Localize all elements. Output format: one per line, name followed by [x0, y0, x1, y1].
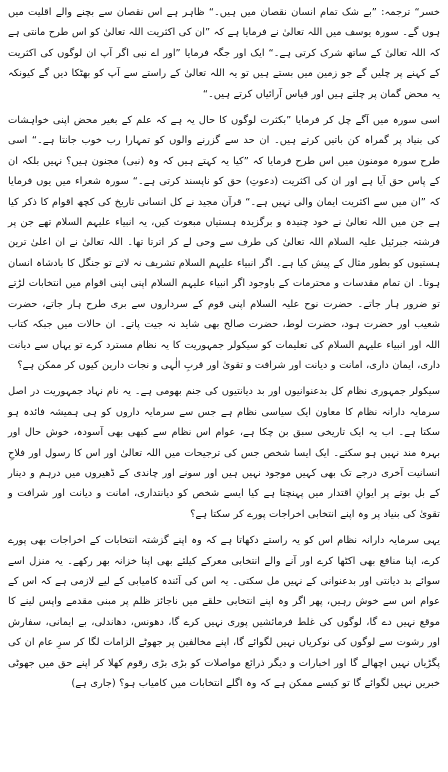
- paragraph-3: سیکولر جمہوری نظام کل بدعنوانیوں اور بد دیانتیوں کی جنم بھومی ہے۔ یہ نام نہاد جمہوریت در اصل سرمایہ دارانہ نظام کا معاون ایک سیاسی نظام ہے جس سے سرمایہ داروں کو ہی ہمیشہ فائدہ ہو سکتا ہے۔ اب یہ ایک تاریخی سبق بن چکا ہے، عوام اس نظام سے کبھی بھی آسودہ، خوش حال اور بہرہ مند نہیں ہو سکتے۔ ایک ایسا شخص جس کی ترجیحات میں اللہ تعالیٰ اور اس کا رسول اور فلاحِ انسانیت آخری درجے تک بھی کہیں موجود نہیں ہیں اور سونے اور چاندی کے ڈھیروں میں درہم و دینار کے بل بوتے پر ایوانِ اقتدار میں پہنچتا ہے کیا ایسے شخص کو دیانتداری، امانت و دیانت اور شرافت و تقویٰ کی بنیاد پر وہ اپنے انتخابی اخراجات پورے کر سکتا ہے؟: [8, 386, 440, 520]
- paragraph-1: خسر“ ترجمہ: ”بے شک تمام انسان نقصان میں ہیں۔“ ظاہر ہے اس نقصان سے بچنے والے اقلیت میں ہوں گے۔ سورہ یوسف میں اللہ تعالیٰ نے فرمایا ہے کہ ”ان کی اکثریت اللہ تعالیٰ کو اس طرح مانتی ہے کہ اللہ تعالیٰ کے ساتھ شرک کرتی ہے۔“ ایک اور جگہ فرمایا ”اور اے نبی اگر آپ ان لوگوں کی اکثریت کے کہنے پر چلیں گے جو زمین میں بستے ہیں تو یہ اللہ تعالیٰ کے راستے سے آپ کو بھٹکا دیں گے کیونکہ یہ محض گمان پر چلتے ہیں اور قیاس آرائیاں کرتے ہیں۔“: [8, 7, 440, 100]
- paragraph-4: یہی سرمایہ دارانہ نظام اس کو یہ راستے دکھاتا ہے کہ وہ اپنے گزشتہ انتخابات کے اخراجات بھی پورے کرے، اپنا منافع بھی اکٹھا کرے اور آنے والے انتخابی معرکے کیلئے بھی اپنا خزانہ بھر رکھے۔ یہ منزل اسے سوائے بد دیانتی اور بدعنوانی کے نہیں مل سکتی۔ یہ اس کی آئندہ کامیابی کے لیے لازمی ہے کہ اس کے عوام اس سے خوش رہیں، پھر اگر وہ اپنے انتخابی حلقے میں ناجائز ظلم پر مبنی مقدمے واپس لینے کا موقع نہیں دے گا، لوگوں کی غلط فرمائشیں پوری نہیں کرے گا، دھونس، دھاندلی، بے ایمانی، سفارش اور رشوت سے لوگوں کی نوکریاں نہیں لگوائے گا، اپنے مخالفین پر جھوٹے الزامات لگا کر سرِ عام ان کی پگڑیاں نہیں اچھالے گا اور اخبارات و دیگر ذرائع مواصلات کو بڑی بڑی رقوم کھلا کر اپنے حق میں جھوٹی خبریں نہیں لگوائے گا تو کیسے ممکن ہے کہ وہ اگلے انتخابات میں کامیاب ہو؟ (جاری ہے): [8, 535, 440, 689]
- paragraph-2: اسی سورہ میں آگے چل کر فرمایا ”بکثرت لوگوں کا حال یہ ہے کہ علم کے بغیر محض اپنی خواہشات کی بنیاد پر گمراہ کن باتیں کرتے ہیں۔ ان حد سے گزرنے والوں کو تمہارا رب خوب جانتا ہے۔“ اسی طرح سورہ مومنون میں اس طرح فرمایا کہ ”کیا یہ کہتے ہیں کہ وہ (نبی) مجنون ہیں؟ نہیں بلکہ ان کے پاس حق آیا ہے اور ان کی اکثریت (دعوتِ) حق کو ناپسند کرتی ہے۔“ سورہ شعراء میں یوں فرمایا کہ ”ان میں سے اکثریت ایمان والی نہیں ہے۔“ قرآن مجید نے کل انسانی تاریخ کی کچھ اقوام کا ذکر کیا ہے جن میں اللہ تعالیٰ نے خود چنیدہ و برگزیدہ ہستیاں مبعوث کیں، یہ انبیاء علیہم السلام تھے جن پر فرشتہ جبرئیل علیہ السلام اللہ تعالیٰ کی طرف سے وحی لے کر اترتا تھا۔ اللہ تعالیٰ نے ان اعلیٰ ترین ہستیوں کو بطور مثال کے پیش کیا ہے۔ اگر انبیاء علیہم السلام تشریف نہ لاتے تو جنگل کا بادشاہ انسان ہوتا۔ ان تمام مقدسات و محترمات کے باوجود اگر انبیاء علیہم السلام اپنی اپنی اقوام میں انتخابات لڑتے تو ضرور ہار جاتے۔ حضرت نوح علیہ السلام اپنی قوم کے سرداروں سے بری طرح ہار جاتے، حضرت شعیب اور حضرت ہود، حضرت لوط، حضرت صالح بھی شاید نہ جیت پاتے۔ ان حالات میں جبکہ کتاب اللہ اور انبیاء علیہم السلام کی تعلیمات کو سیکولر جمہوریت کا یہ نظام مسترد کرے تو یہاں سے دیانت داری، ایمان داری، امانت و دیانت اور شرافت و تقویٰ اور قربِ الٰہی و نجات دارین کیوں کر ممکن ہے؟: [8, 115, 440, 371]
